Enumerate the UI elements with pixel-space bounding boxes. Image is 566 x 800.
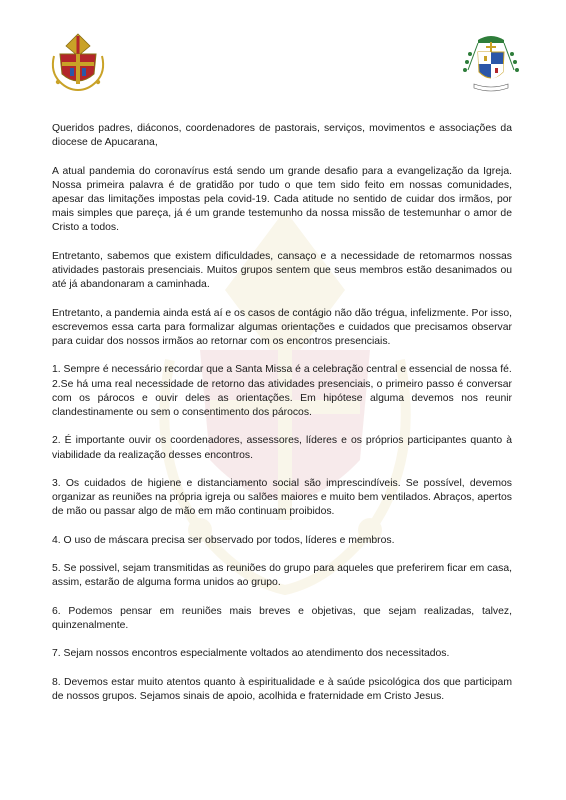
letter-body xyxy=(52,122,512,718)
list-item-2a: 2.Se há uma real necessidade de retorno das atividades presenciais, o primeiro passo é conversar com os párocos e ouvir deles as orientações. Em hipótese alguma devemos nos reunir clandestinamente ou sem o consentimento dos párocos. xyxy=(52,378,512,418)
salutation: Queridos padres, diáconos, coordenadores de pastorais, serviços, movimentos e associações da diocese de Apucarana, xyxy=(52,123,512,149)
list-item-2b: 2. É importante ouvir os coordenadores, assessores, líderes e os próprios participantes quanto à viabilidade da realização desses encontros. xyxy=(52,435,512,461)
paragraph-pandemic: Entretanto, a pandemia ainda está aí e os casos de contágio não dão trégua, infelizmente. Por isso, escrevemos essa carta para formalizar algumas orientações e cuidados que precisamos observar para cuidar dos nossos irmãos ao retornar com os encontros presenciais. xyxy=(52,307,512,347)
list-item-8: 8. Devemos estar muito atentos quanto à espiritualidade e à saúde psicológica dos que participam de nossos grupos. Sejamos sinais de apoio, acolhida e fraternidade em Cristo Jesus. xyxy=(52,676,512,702)
list-item-1: 1. Sempre é necessário recordar que a Santa Missa é a celebração central e essencial de nossa fé. xyxy=(52,364,512,376)
list-item-3: 3. Os cuidados de higiene e distanciamento social são imprescindíveis. Se possível, devemos organizar as reuniões na própria igreja ou salões maiores e muito bem ventilados. Abraços, apertos de mão ou passar algo de mão em mão continuam proibidos. xyxy=(52,477,512,518)
paragraph-difficulties: Entretanto, sabemos que existem dificuldades, cansaço e a necessidade de retomarmos nossas atividades pastorais presenciais. Muitos grupos sentem que seus membros estão desanimados ou até já abandonaram a caminhada. xyxy=(52,250,512,291)
paragraph-gratitude: A atual pandemia do coronavírus está sendo um grande desafio para a evangelização da Igreja. Nossa primeira palavra é de gratidão por tudo o que tem sido feito em nossas comunidades, apesar das limitações impostas pela covid-19. Cada atitude no sentido de cuidar dos irmãos, por mais simples que pareça, já é um grande testemunho da nossa missão de testemunhar o amor de Cristo a todos. xyxy=(52,165,512,234)
list-item-7: 7. Sejam nossos encontros especialmente voltados ao atendimento dos necessitados. xyxy=(52,648,450,660)
list-item-6: 6. Podemos pensar em reuniões mais breves e objetivas, que sejam realizadas, talvez, quinzenalmente. xyxy=(52,605,512,631)
list-item-5: 5. Se possivel, sejam transmitidas as reuniões do grupo para aqueles que preferirem ficar em casa, assim, estarão de alguma forma unidos ao grupo. xyxy=(52,563,512,589)
diocese-crest-left-icon xyxy=(48,32,108,92)
bishop-coat-of-arms-icon xyxy=(460,32,522,94)
list-item-4: 4. O uso de máscara precisa ser observado por todos, líderes e membros. xyxy=(52,534,395,546)
